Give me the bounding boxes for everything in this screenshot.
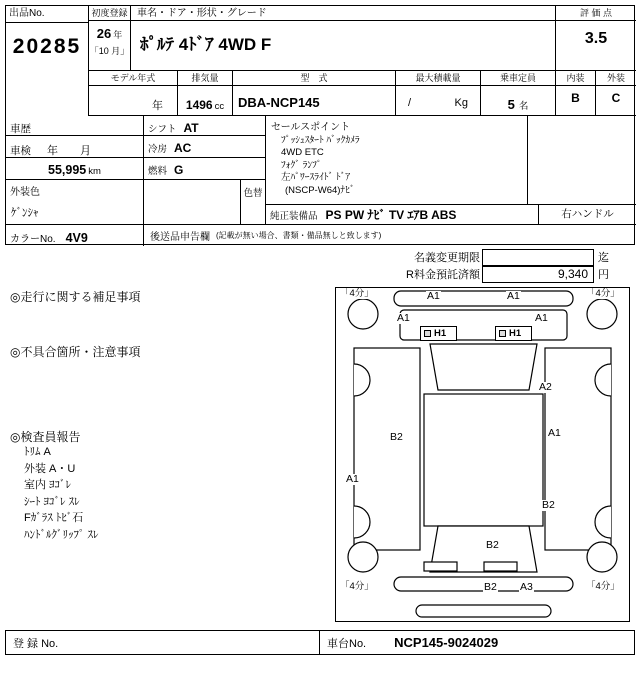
damage-mark-hood-right: A1: [535, 312, 548, 324]
equipment-label: 純正装備品: [270, 210, 318, 222]
model-year-cell: [89, 71, 178, 116]
color-no-label: カラーNo.: [10, 234, 56, 245]
tire-tread-mark-rear-left: 「4分」: [340, 581, 374, 592]
max-load-cell: [396, 71, 481, 116]
first-registration-cell: [89, 6, 131, 71]
headlight-mark-left: [420, 326, 457, 341]
inspector-report-list: [24, 444, 99, 543]
first-registration-month: 「10 月」: [89, 46, 130, 56]
damage-mark-front-bumper-left: A1: [427, 290, 440, 302]
first-registration-year: [89, 26, 130, 41]
equipment-cell: [266, 205, 636, 225]
lot-number-label: 出品No.: [6, 6, 88, 23]
score-cell: [556, 6, 636, 71]
recycle-fee-label: R料金預託済額: [406, 269, 480, 281]
defects-heading: ◎不具合箇所・注意事項: [10, 345, 141, 359]
mileage-cell: [6, 158, 144, 180]
sales-point-item: ﾌﾟｯｼｭｽﾀｰﾄ ﾊﾞｯｸｶﾒﾗ: [281, 135, 360, 146]
chassis-no-value: NCP145-9024029: [394, 635, 499, 650]
car-top-view: [336, 288, 629, 621]
headlight-icon: [499, 330, 506, 337]
color-no-cell: [6, 225, 144, 246]
headlight-icon: [424, 330, 431, 337]
interior-exterior-cell: [556, 71, 636, 116]
damage-mark-right-front-fender: A2: [539, 381, 552, 393]
history-cell: [6, 116, 144, 136]
score-label: 評 価 点: [556, 6, 636, 21]
damage-mark-right-door: A1: [548, 427, 561, 439]
capacity-label: 乗車定員: [481, 71, 555, 86]
inspection-value: 年 月: [47, 145, 91, 157]
model-year-label: モデル年式: [89, 71, 177, 86]
body-color-value: ｹﾞﾝｼｬ: [11, 207, 39, 219]
inspector-report-heading: ◎検査員報告: [10, 430, 81, 444]
later-shipment-cell: [144, 225, 636, 246]
chassis-no-cell: [319, 630, 635, 655]
displacement-number: 1496: [185, 98, 213, 112]
inspector-report-item: 外装 A・U: [24, 462, 76, 475]
headlight-mark-right: [495, 326, 532, 341]
body-color-label: 外装色: [10, 187, 40, 198]
model-code-value: DBA-NCP145: [238, 95, 320, 110]
registration-no-cell: [5, 630, 320, 655]
inspector-report-item: ﾊﾝﾄﾞﾙｸﾞﾘｯﾌﾟ ｽﾚ: [24, 528, 99, 541]
headlight-grade-right: H1: [509, 328, 522, 339]
damage-mark-rear-bumper-right: A3: [520, 581, 533, 593]
inspection-label: 車検: [10, 145, 31, 157]
sales-points-box: [266, 116, 528, 204]
inspector-report-item: Fｶﾞﾗｽ ﾄﾋﾞ石: [24, 512, 84, 524]
shift-label: シフト: [148, 124, 177, 135]
aircon-cell: [144, 136, 266, 158]
exterior-label: 外装: [596, 71, 636, 86]
headlight-grade-left: H1: [434, 328, 447, 339]
tire-tread-mark-front-left: 「4分」: [340, 288, 374, 299]
capacity-cell: [481, 71, 556, 116]
first-registration-year-unit: 年: [113, 30, 123, 40]
sales-point-item: 左ﾊﾟﾜｰｽﾗｲﾄﾞ ﾄﾞｱ: [281, 172, 351, 184]
damage-mark-tailgate: B2: [486, 539, 499, 551]
body-color-cell: [6, 180, 144, 225]
shift-cell: [144, 116, 266, 136]
sales-point-item: ﾌｫｸﾞ ﾗﾝﾌﾟ: [281, 159, 322, 171]
damage-mark-left-rocker: A1: [346, 473, 359, 485]
aircon-value: AC: [174, 141, 192, 155]
max-load-value: [396, 97, 480, 109]
displacement-value: [178, 96, 232, 114]
max-load-unit: Kg: [454, 97, 468, 109]
damage-mark-front-bumper-right: A1: [507, 290, 520, 302]
registration-no-label: 登 録 No.: [13, 637, 59, 650]
displacement-cell: [178, 71, 233, 116]
sales-points-label: セールスポイント: [271, 122, 351, 133]
model-code-label: 型 式: [233, 71, 395, 86]
damage-mark-rear-bumper-left: B2: [484, 581, 497, 593]
sales-point-item: (NSCP-W64)ﾅﾋﾞ: [285, 184, 355, 196]
model-code-cell: [233, 71, 396, 116]
lot-number-cell: [6, 6, 89, 116]
capacity-unit: 名: [518, 101, 529, 112]
fuel-label: 燃料: [148, 166, 168, 177]
lot-number-value: 20285: [12, 35, 82, 58]
mileage-unit: km: [88, 166, 101, 177]
displacement-label: 排気量: [178, 71, 232, 86]
name-change-suffix: 迄: [598, 252, 609, 264]
tire-tread-mark-rear-right: 「4分」: [586, 581, 620, 592]
sales-point-item: 4WD ETC: [281, 147, 324, 159]
exterior-grade: C: [611, 91, 621, 105]
interior-grade: B: [571, 91, 580, 105]
first-registration-year-value: 26: [96, 26, 112, 41]
aircon-label: 冷房: [148, 144, 168, 155]
mileage-value: 55,995: [48, 163, 87, 177]
fuel-value: G: [174, 163, 184, 177]
vehicle-name-value: ﾎﾟﾙﾃ 4ﾄﾞｱ 4WD F: [140, 35, 272, 54]
sales-points-list: [281, 135, 527, 197]
name-change-box: [482, 249, 594, 266]
damage-mark-left-door: B2: [390, 431, 403, 443]
recycle-fee-box: 9,340: [482, 266, 594, 283]
equipment-value: PS PW ﾅﾋﾞ TV ｴｱB ABS: [325, 208, 457, 222]
inspector-report-item: ｼｰﾄ ﾖｺﾞﾚ ｽﾚ: [24, 495, 80, 508]
history-label: 車歴: [10, 123, 31, 135]
later-shipment-label: 後送品申告欄: [150, 232, 210, 243]
capacity-value: [481, 96, 555, 114]
interior-label: 内装: [556, 71, 595, 86]
capacity-number: 5: [507, 97, 515, 112]
vehicle-damage-diagram: [335, 287, 630, 622]
header-table: [5, 5, 635, 245]
color-change-cell: [144, 180, 266, 225]
damage-mark-hood-left: A1: [397, 312, 410, 324]
first-registration-label: 初度登録: [89, 6, 130, 21]
steering-side: 右ハンドル: [538, 205, 636, 224]
max-load-slash: /: [408, 97, 412, 109]
chassis-no-label: 車台No.: [327, 637, 367, 650]
color-no-value: 4V9: [65, 231, 88, 245]
name-change-label: 名義変更期限: [414, 252, 480, 264]
name-change-row: [388, 248, 633, 266]
model-year-value: 年: [152, 100, 163, 112]
max-load-label: 最大積載量: [396, 71, 480, 86]
vehicle-name-label: 車名・ドア・形状・グレード: [131, 6, 555, 21]
tire-tread-mark-front-right: 「4分」: [586, 288, 620, 299]
shift-value: AT: [183, 121, 199, 135]
vehicle-name-cell: [131, 6, 556, 71]
inspector-report-item: ﾄﾘﾑ A: [24, 446, 51, 458]
inspector-report-item: 室内 ﾖｺﾞﾚ: [24, 479, 72, 491]
sales-points-cell: [266, 116, 636, 205]
interior-col: [556, 71, 596, 116]
fuel-cell: [144, 158, 266, 180]
recycle-fee-suffix: 円: [598, 269, 609, 281]
driving-notes-heading: ◎走行に関する補足事項: [10, 290, 141, 304]
displacement-unit: cc: [214, 101, 225, 112]
recycle-fee-row: [388, 265, 633, 283]
later-shipment-note: (記載が無い場合、書類・備品無しと致します): [216, 231, 382, 240]
score-value: 3.5: [584, 30, 608, 47]
damage-mark-right-rear-fender: B2: [542, 499, 555, 511]
color-change-label: 色替: [240, 180, 265, 224]
exterior-col: [596, 71, 636, 116]
inspection-cell: [6, 136, 144, 158]
